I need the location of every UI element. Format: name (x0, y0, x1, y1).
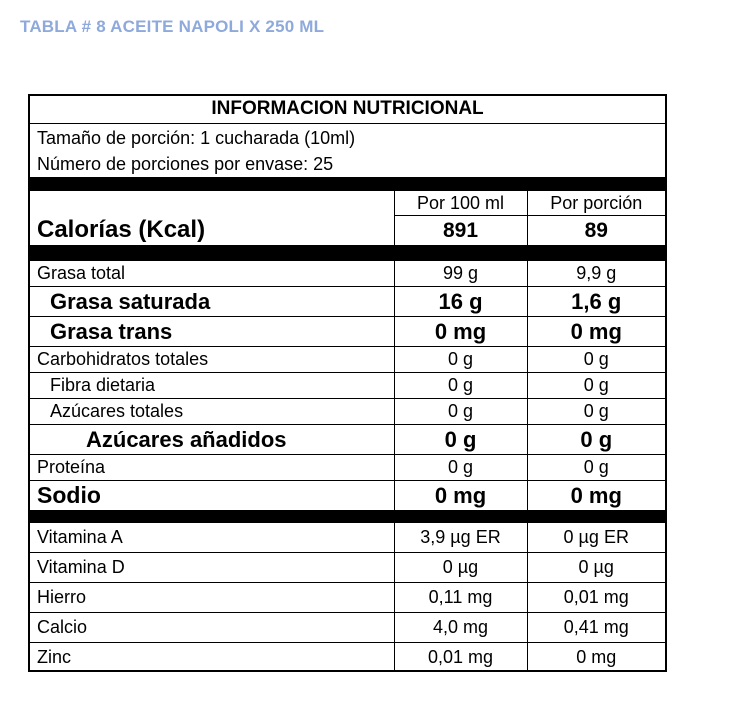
table-row (30, 317, 665, 347)
nutrient-label: Grasa saturada (30, 287, 394, 317)
vitamin-per-100: 0,01 mg (394, 643, 527, 673)
thick-divider (30, 510, 665, 523)
column-header-per-100: Por 100 ml (394, 191, 527, 216)
vitamin-label: Vitamina D (30, 553, 394, 583)
table-row (30, 523, 665, 553)
vitamins-table (30, 523, 665, 672)
nutrient-per-100: 0 mg (394, 317, 527, 347)
vitamin-per-serving: 0,01 mg (527, 583, 665, 613)
vitamin-per-100: 0,11 mg (394, 583, 527, 613)
column-header-per-serving: Por porción (527, 191, 665, 216)
serving-size: Tamaño de porción: 1 cucharada (10ml) (37, 128, 356, 148)
thick-divider (30, 246, 665, 261)
nutrient-label: Carbohidratos totales (30, 347, 394, 373)
nutrient-per-100: 16 g (394, 287, 527, 317)
nutrient-per-100: 99 g (394, 261, 527, 287)
nutrient-label: Azúcares totales (30, 399, 394, 425)
calories-per-serving: 89 (527, 216, 665, 246)
vitamin-label: Hierro (30, 583, 394, 613)
vitamin-per-100: 0 µg (394, 553, 527, 583)
vitamin-per-100: 3,9 µg ER (394, 523, 527, 553)
vitamin-label: Zinc (37, 647, 72, 667)
nutrient-per-100: 0 g (394, 425, 527, 455)
vitamin-label: Vitamina A (30, 523, 394, 553)
table-row (30, 399, 665, 425)
nutrient-label: Azúcares añadidos (30, 425, 394, 455)
vitamin-per-serving: 0,41 mg (527, 613, 665, 643)
calories-per-100: 891 (394, 216, 527, 246)
table-row (30, 347, 665, 373)
table-row (30, 373, 665, 399)
calories-label: Calorías (Kcal) (30, 216, 394, 246)
nutrient-per-serving: 0 g (527, 455, 665, 481)
vitamin-per-serving: 0 µg (527, 553, 665, 583)
nutrient-label: Grasa trans (30, 317, 394, 347)
table-row (30, 643, 665, 673)
nutrients-table (30, 261, 665, 510)
nutrient-per-100: 0 g (394, 399, 527, 425)
vitamin-per-serving: 0 mg (527, 643, 665, 673)
nutrient-per-100: 0 g (394, 455, 527, 481)
nutrient-label: Fibra dietaria (30, 373, 394, 399)
calories-table (30, 191, 665, 246)
nutrient-per-100: 0 g (394, 373, 527, 399)
document-title: TABLA # 8 ACEITE NAPOLI X 250 ML (20, 17, 325, 36)
nutrient-per-100: 0 g (394, 347, 527, 373)
table-row (30, 455, 665, 481)
vitamin-per-100: 4,0 mg (394, 613, 527, 643)
serving-info (30, 124, 665, 177)
vitamin-per-serving: 0 µg ER (527, 523, 665, 553)
nutrient-per-serving: 1,6 g (527, 287, 665, 317)
vitamin-label: Calcio (30, 613, 394, 643)
nutrient-per-100: 0 mg (394, 481, 527, 511)
nutrient-label: Proteína (30, 455, 394, 481)
table-row (30, 425, 665, 455)
table-row (30, 261, 665, 287)
table-row (30, 481, 665, 511)
nutrient-per-serving: 9,9 g (527, 261, 665, 287)
panel-title: INFORMACION NUTRICIONAL (30, 96, 665, 124)
nutrition-facts-panel (28, 94, 667, 672)
nutrient-per-serving: 0 g (527, 373, 665, 399)
nutrient-per-serving: 0 g (527, 425, 665, 455)
nutrient-per-serving: 0 g (527, 347, 665, 373)
servings-per-container: Número de porciones por envase: 25 (37, 154, 334, 174)
thick-divider (30, 177, 665, 191)
table-row (30, 583, 665, 613)
nutrient-label: Sodio (37, 482, 101, 508)
nutrient-label: Grasa total (30, 261, 394, 287)
table-row (30, 613, 665, 643)
table-row (30, 287, 665, 317)
table-row (30, 553, 665, 583)
nutrient-per-serving: 0 g (527, 399, 665, 425)
nutrient-per-serving: 0 mg (527, 481, 665, 511)
nutrient-per-serving: 0 mg (527, 317, 665, 347)
